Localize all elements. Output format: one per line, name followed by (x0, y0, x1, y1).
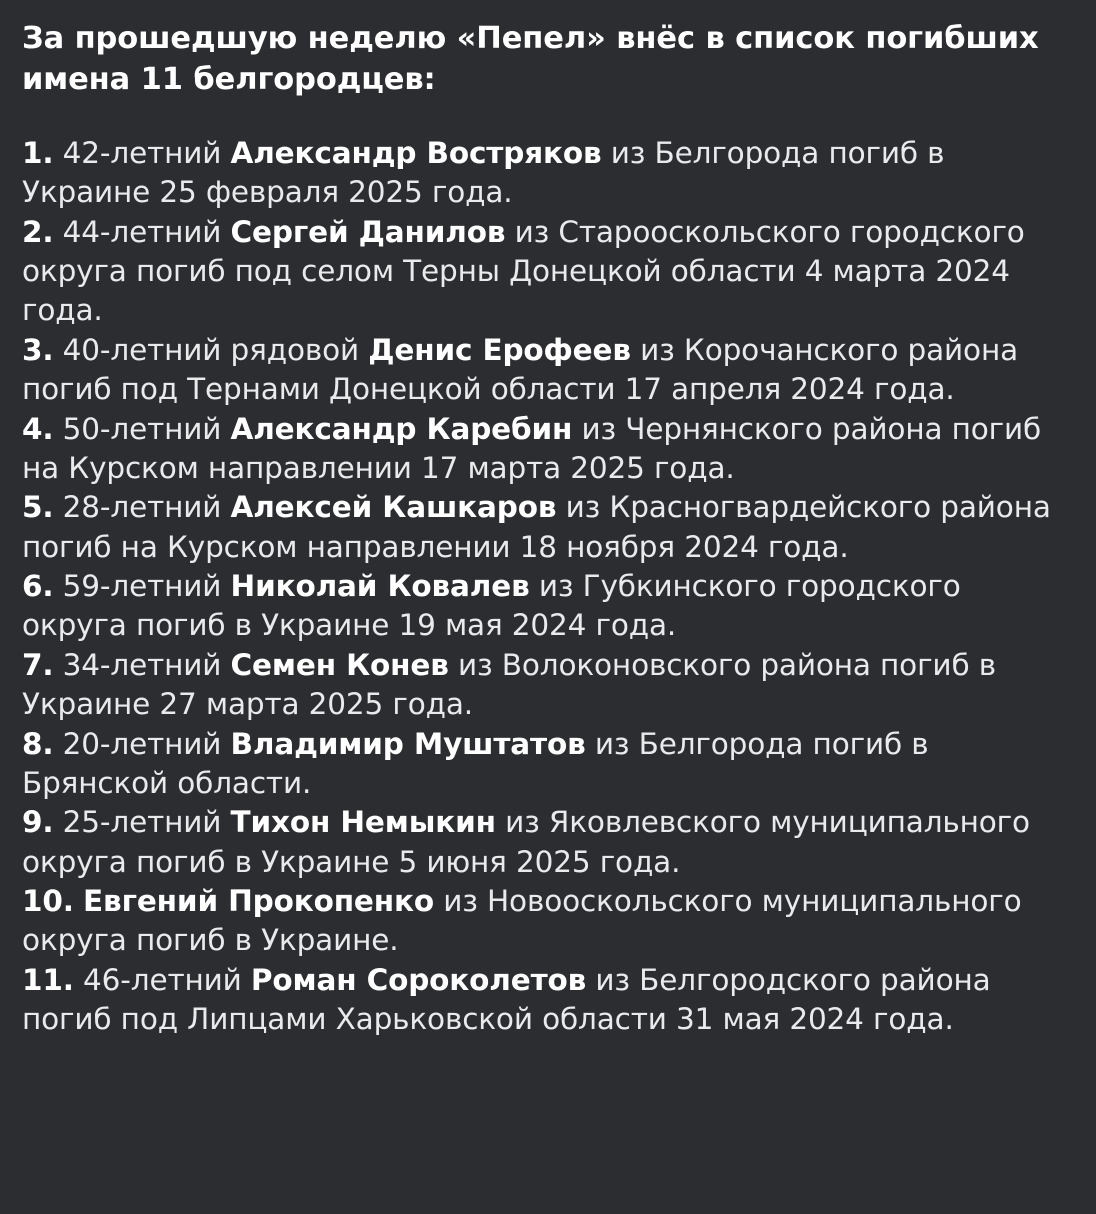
list-item-person-name: Евгений Прокопенко (83, 884, 435, 919)
list-item-number: 3. (22, 332, 54, 367)
list-item-number: 6. (22, 569, 54, 604)
list-item (22, 882, 1074, 961)
list-item-prefix: 25-летний (53, 805, 231, 840)
list-item-number: 1. (22, 135, 54, 170)
list-item-person-name: Александр Каребин (230, 411, 573, 446)
list-item-prefix: 20-летний (53, 726, 231, 761)
list-item-details: из Белгорода погиб в Украине 25 февраля 2025 года. (22, 135, 945, 210)
list-item-number: 4. (22, 411, 54, 446)
list-item-number: 8. (22, 726, 54, 761)
list-item-details: из Белгорода погиб в Брянской области. (22, 726, 929, 800)
list-item-prefix: 42-летний (53, 135, 231, 170)
list-item (22, 488, 1074, 567)
list-item (22, 961, 1074, 1040)
list-item-prefix: 40-летний рядовой (53, 332, 369, 367)
list-item-details: из Волоконовского района погиб в Украине 27 марта 2025 года. (22, 647, 996, 722)
list-item-details: из Губкинского городского округа погиб в Украине 19 мая 2024 года. (22, 569, 961, 643)
list-item-person-name: Тихон Немыкин (230, 805, 496, 840)
list-item-person-name: Сергей Данилов (230, 214, 506, 249)
list-item (22, 803, 1074, 882)
list-item-number: 5. (22, 490, 54, 525)
list-item-person-name: Николай Ковалев (230, 569, 530, 604)
list-item-prefix: 44-летний (53, 214, 231, 249)
list-item-number: 7. (22, 647, 54, 682)
list-item (22, 213, 1074, 331)
list-item-details: из Яковлевского муниципального округа погиб в Украине 5 июня 2025 года. (22, 805, 1030, 879)
list-item (22, 567, 1074, 646)
list-item-details: из Новооскольского муниципального округа погиб в Украине. (22, 884, 1022, 958)
list-item (22, 646, 1074, 725)
list-item-details: из Белгородского района погиб под Липцами Харьковской области 31 мая 2024 года. (22, 962, 991, 1037)
list-item (22, 331, 1074, 410)
list-item-details: из Красногвардейского района погиб на Курском направлении 18 ноября 2024 года. (22, 490, 1051, 564)
list-item-prefix: 50-летний (53, 411, 231, 446)
list-item-person-name: Владимир Муштатов (230, 726, 586, 761)
list-item-person-name: Семен Конев (230, 647, 449, 682)
list-item (22, 410, 1074, 489)
list-item-prefix: 28-летний (53, 490, 231, 525)
list-item-details: из Старооскольского городского округа погиб под селом Терны Донецкой области 4 марта 2024 года. (22, 214, 1025, 328)
list-item-details: из Чернянского района погиб на Курском направлении 17 марта 2025 года. (22, 411, 1042, 485)
list-item-person-name: Александр Востряков (230, 135, 602, 170)
list-item-prefix: 46-летний (73, 962, 251, 997)
list-item-number: 10. (22, 884, 74, 919)
list-item-number: 9. (22, 805, 54, 840)
list-item-details: из Корочанского района погиб под Тернами Донецкой области 17 апреля 2024 года. (22, 332, 1019, 407)
list-item-person-name: Алексей Кашкаров (230, 490, 557, 525)
list-item-prefix: 59-летний (53, 569, 231, 604)
title-body-spacer (22, 101, 1074, 134)
list-item (22, 725, 1074, 804)
casualty-list (22, 134, 1074, 1040)
list-item-number: 2. (22, 214, 54, 249)
list-item-prefix: 34-летний (53, 647, 231, 682)
post-title: За прошедшую неделю «Пепел» внёс в список погибших имена 11 белгородцев: (22, 21, 1039, 98)
list-item-person-name: Денис Ерофеев (368, 332, 631, 367)
list-item-person-name: Роман Сороколетов (250, 962, 587, 997)
list-item (22, 134, 1074, 213)
list-item-prefix (74, 884, 83, 918)
list-item-number: 11. (22, 962, 74, 997)
